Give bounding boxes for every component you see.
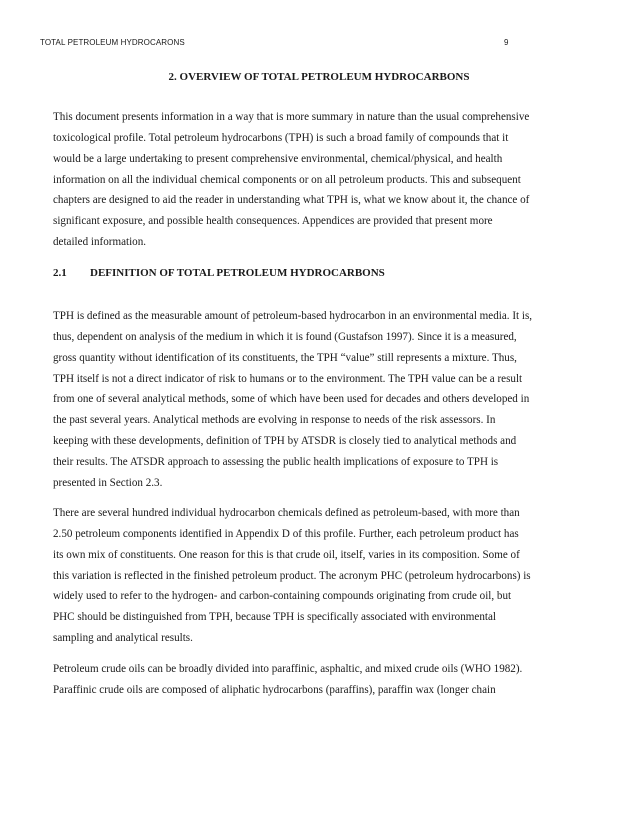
paragraph-line: gross quantity without identification of its constituents, the TPH “value” still represents a mixture. Thus, bbox=[53, 351, 517, 364]
paragraph-line: from one of several analytical methods, some of which have been used for decades and others developed in bbox=[53, 393, 530, 406]
paragraph-line: Paraffinic crude oils are composed of aliphatic hydrocarbons (paraffins), paraffin wax (longer chain bbox=[53, 683, 496, 696]
paragraph-line: chapters are designed to aid the reader in understanding what TPH is, what we know about it, the chance of bbox=[53, 194, 530, 207]
section-title: DEFINITION OF TOTAL PETROLEUM HYDROCARBONS bbox=[90, 267, 385, 279]
paragraph-line: This document presents information in a way that is more summary in nature than the usual comprehensive bbox=[53, 111, 530, 123]
crude-oils-paragraph bbox=[53, 659, 522, 701]
paragraph-line: PHC should be distinguished from TPH, because TPH is specifically associated with environmental bbox=[53, 611, 496, 624]
running-header-title: TOTAL PETROLEUM HYDROCARONS bbox=[40, 38, 185, 47]
paragraph-line: its own mix of constituents. One reason for this is that crude oil, itself, varies in its composition. Some of bbox=[53, 548, 520, 561]
paragraph-line: information on all the individual chemical components or on all petroleum products. This and subsequent bbox=[53, 173, 521, 186]
intro-paragraph bbox=[53, 107, 529, 253]
paragraph-line: significant exposure, and possible health consequences. Appendices are provided that present more bbox=[53, 215, 493, 228]
paragraph-line: TPH itself is not a direct indicator of risk to humans or to the environment. The TPH value can be a result bbox=[53, 372, 523, 385]
paragraph-line: keeping with these developments, definition of TPH by ATSDR is closely tied to analytical methods and bbox=[53, 435, 517, 448]
page-number: 9 bbox=[504, 38, 509, 47]
paragraph-line: 2.50 petroleum components identified in Appendix D of this profile. Further, each petroleum product has bbox=[53, 527, 519, 540]
section-number: 2.1 bbox=[53, 267, 67, 279]
paragraph-line: thus, dependent on analysis of the medium in which it is found (Gustafson 1997). Since it is a measured, bbox=[53, 330, 517, 343]
paragraph-line: There are several hundred individual hydrocarbon chemicals defined as petroleum-based, with more than bbox=[53, 507, 520, 519]
paragraph-line: presented in Section 2.3. bbox=[53, 476, 163, 489]
paragraph-line: this variation is reflected in the finished petroleum product. The acronym PHC (petroleum hydrocarbons) is bbox=[53, 569, 531, 582]
paragraph-line: would be a large undertaking to present comprehensive environmental, chemical/physical, and health bbox=[53, 152, 503, 165]
paragraph-line: detailed information. bbox=[53, 236, 147, 249]
section-heading bbox=[53, 267, 385, 279]
paragraph-line: sampling and analytical results. bbox=[53, 632, 193, 645]
chapter-title: 2. OVERVIEW OF TOTAL PETROLEUM HYDROCARBONS bbox=[168, 71, 470, 83]
paragraph-line: the past several years. Analytical methods are evolving in response to needs of the risk assessors. In bbox=[53, 414, 496, 427]
paragraph-line: Petroleum crude oils can be broadly divided into paraffinic, asphaltic, and mixed crude oils (WHO 1982). bbox=[53, 663, 523, 675]
definition-paragraph bbox=[53, 306, 532, 494]
paragraph-line: their results. The ATSDR approach to assessing the public health implications of exposure to TPH is bbox=[53, 455, 499, 468]
paragraph-line: widely used to refer to the hydrogen- and carbon-containing compounds originating from crude oil, but bbox=[53, 590, 512, 603]
paragraph-line: toxicological profile. Total petroleum hydrocarbons (TPH) is such a broad family of compounds that it bbox=[53, 131, 509, 144]
constituents-paragraph bbox=[53, 503, 531, 649]
paragraph-line: TPH is defined as the measurable amount of petroleum-based hydrocarbon in an environmental media. It is, bbox=[53, 310, 533, 322]
